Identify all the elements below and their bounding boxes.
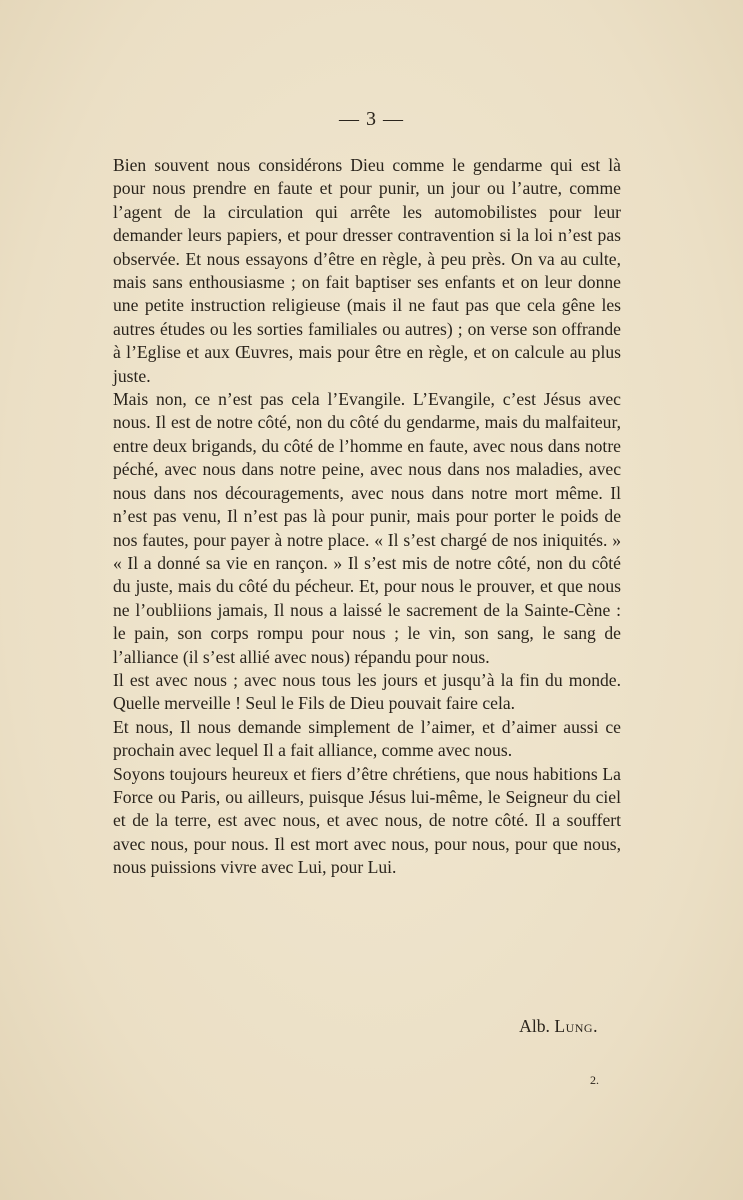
signature-name: Lung.	[554, 1016, 598, 1036]
paragraph-5: Soyons toujours heureux et fiers d’être chrétiens, que nous habitions La Force ou Paris, ou ailleurs, puisque Jésus lui-même, le Seigneur du ciel et de la terre, est avec nous, et avec nous, de notre côté. Il a souffert avec nous, pour nous. Il est mort avec nous, pour nous, pour que nous, nous puissions vivre avec Lui, pour Lui.	[113, 763, 621, 878]
signature-initial: Alb.	[519, 1016, 550, 1036]
page-number: — 3 —	[339, 108, 404, 130]
paragraph-4: Et nous, Il nous demande simplement de l’aimer, et d’aimer aussi ce prochain avec lequel Il a fait alliance, comme avec nous.	[113, 716, 621, 761]
paragraph-2: Mais non, ce n’est pas cela l’Evangile. L’Evangile, c’est Jésus avec nous. Il est de notre côté, non du côté du gendarme, mais du malfaiteur, entre deux brigands, du côté de l’homme en faute, avec nous dans notre péché, avec nous dans notre peine, avec nous dans nos maladies, avec nous dans nos découragements, avec nous dans notre mort même. Il n’est pas venu, Il n’est pas là pour punir, mais pour porter le poids de nos fautes, pour payer à notre place. « Il s’est chargé de nos iniquités. » « Il a donné sa vie en rançon. » Il s’est mis de notre côté, non du côté du juste, mais du côté du pécheur. Et, pour nous le prouver, et que nous ne l’oubliions jamais, Il nous a laissé le sacrement de la Sainte-Cène : le pain, son corps rompu pour nous ; le vin, son sang, le sang de l’alliance (il s’est allié avec nous) répandu pour nous.	[113, 389, 621, 667]
author-signature	[0, 1016, 598, 1037]
paragraph-1: Bien souvent nous considérons Dieu comme le gendarme qui est là pour nous prendre en faute et pour punir, un jour ou l’autre, comme l’agent de la circulation qui arrête les automobilistes pour leur demander leurs papiers, et pour dresser contravention si la loi n’est pas observée. Et nous essayons d’être en règle, à peu près. On va au culte, mais sans enthousiasme ; on fait baptiser ses enfants et on leur donne une petite instruction religieuse (mais il ne faut pas que cela gêne les autres études ou les sorties familiales ou autres) ; on verse son offrande à l’Eglise et aux Œuvres, mais pour être en règle, et on calcule au plus juste.	[113, 155, 621, 386]
paragraph-3: Il est avec nous ; avec nous tous les jours et jusqu’à la fin du monde. Quelle merveille ! Seul le Fils de Dieu pouvait faire cela.	[113, 669, 621, 714]
body-text	[113, 154, 621, 880]
folio-mark: 2.	[590, 1073, 599, 1087]
